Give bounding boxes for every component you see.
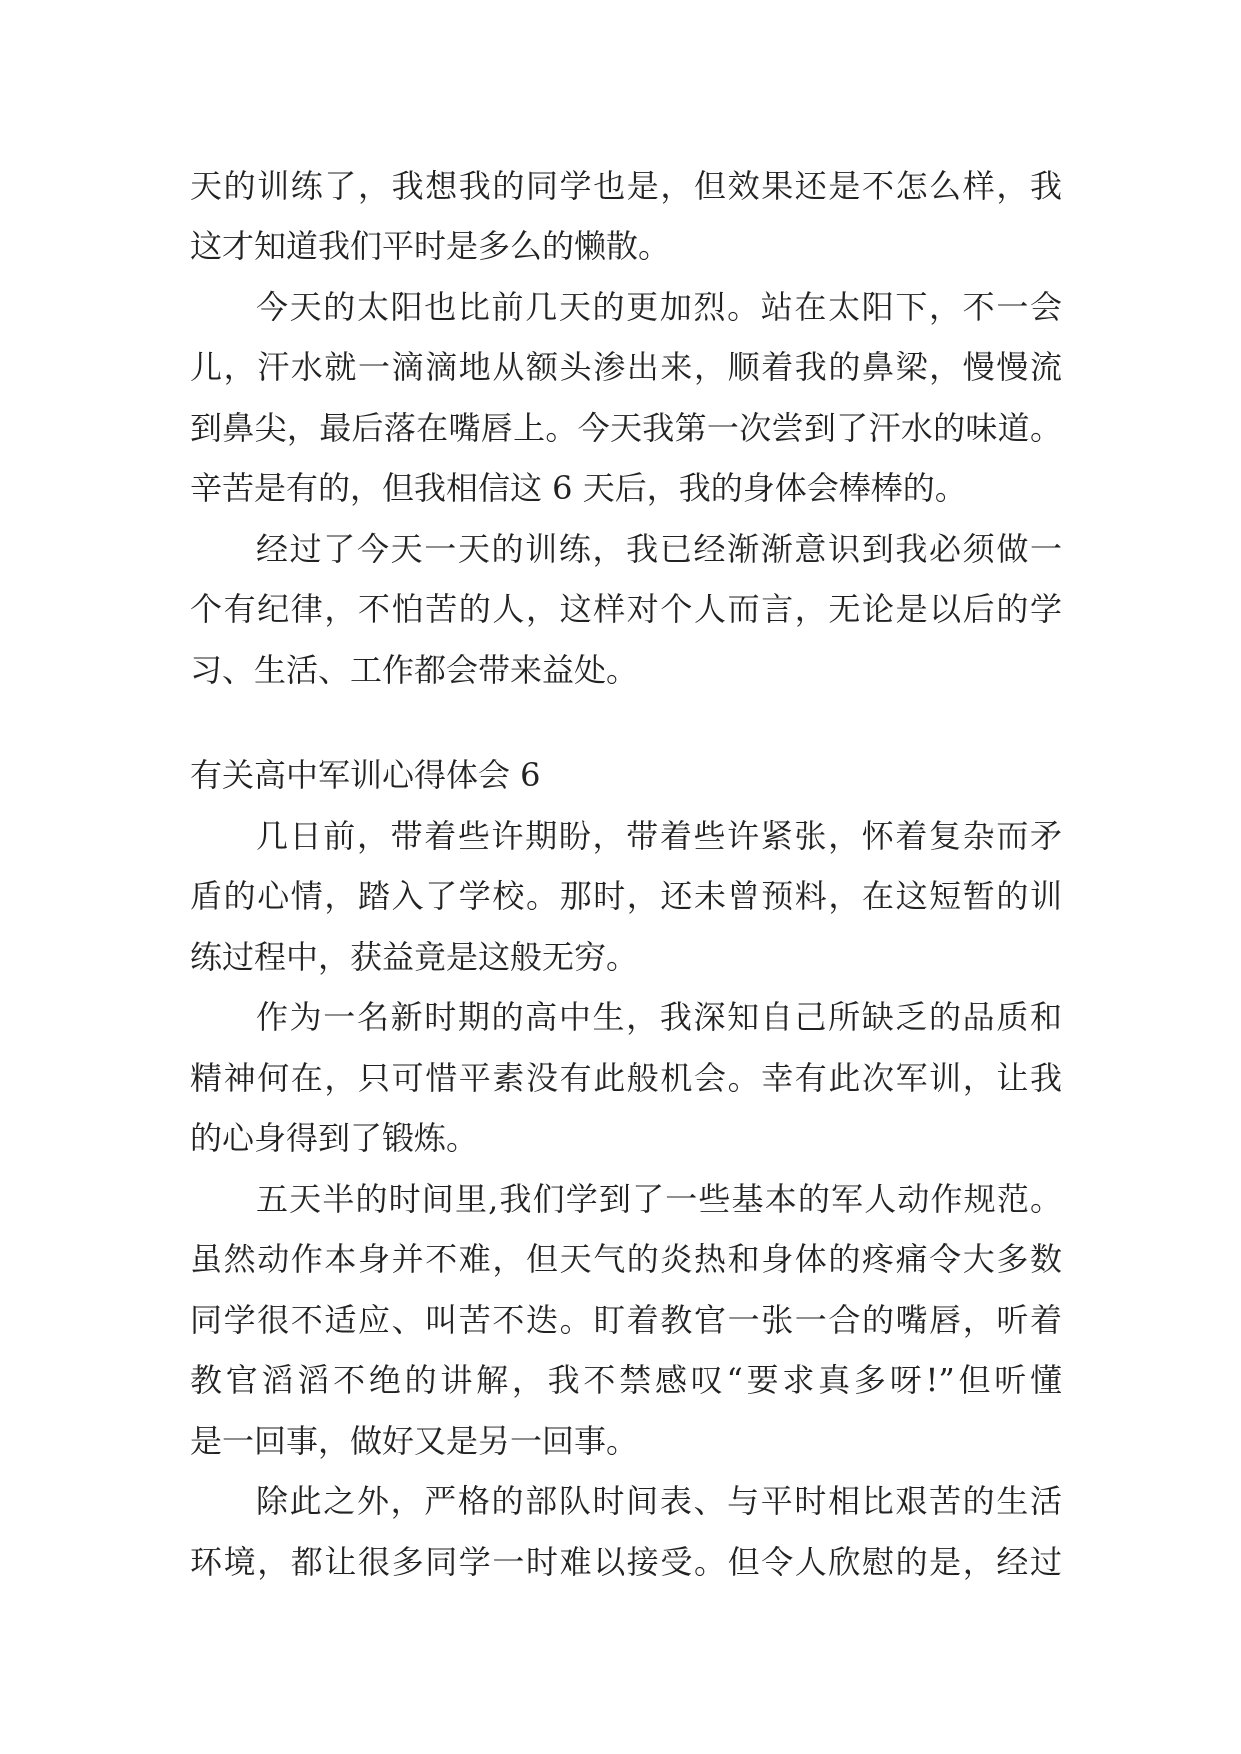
paragraph-line: 盾的心情，踏入了学校。那时，还未曾预料，在这短暂的训 [190,877,1062,915]
paragraph-line: 这才知道我们平时是多么的懒散。 [190,227,671,265]
paragraph-line: 的心身得到了锻炼。 [190,1119,479,1157]
paragraph-line: 辛苦是有的，但我相信这 6 天后，我的身体会棒棒的。 [190,469,967,507]
paragraph-line: 作为一名新时期的高中生，我深知自己所缺乏的品质和 [256,998,1062,1036]
paragraph-line: 几日前，带着些许期盼，带着些许紧张，怀着复杂而矛 [256,817,1062,855]
paragraph-line: 到鼻尖，最后落在嘴唇上。今天我第一次尝到了汗水的味道。 [190,409,1062,447]
paragraph-line: 虽然动作本身并不难，但天气的炎热和身体的疼痛令大多数 [190,1240,1062,1278]
paragraph-line: 练过程中，获益竟是这般无穷。 [190,938,639,976]
paragraph-line: 今天的太阳也比前几天的更加烈。站在太阳下，不一会 [256,288,1062,326]
paragraph-line: 环境，都让很多同学一时难以接受。但令人欣慰的是，经过 [190,1543,1062,1581]
paragraph-line: 同学很不适应、叫苦不迭。盯着教官一张一合的嘴唇，听着 [190,1301,1062,1339]
paragraph-line: 精神何在，只可惜平素没有此般机会。幸有此次军训，让我 [190,1059,1062,1097]
paragraph-line: 经过了今天一天的训练，我已经渐渐意识到我必须做一 [256,530,1062,568]
section-heading: 有关高中军训心得体会 6 [190,756,541,794]
paragraph-line: 五天半的时间里,我们学到了一些基本的军人动作规范。 [256,1180,1062,1218]
paragraph-line: 天的训练了，我想我的同学也是，但效果还是不怎么样，我 [190,167,1062,205]
paragraph-line: 是一回事，做好又是另一回事。 [190,1422,639,1460]
paragraph-line: 教官滔滔不绝的讲解，我不禁感叹“要求真多呀!”但听懂 [190,1361,1062,1399]
paragraph-line: 除此之外，严格的部队时间表、与平时相比艰苦的生活 [256,1482,1062,1520]
paragraph-line: 个有纪律，不怕苦的人，这样对个人而言，无论是以后的学 [190,590,1062,628]
paragraph-line: 习、生活、工作都会带来益处。 [190,651,639,689]
paragraph-line: 儿，汗水就一滴滴地从额头渗出来，顺着我的鼻梁，慢慢流 [190,348,1062,386]
